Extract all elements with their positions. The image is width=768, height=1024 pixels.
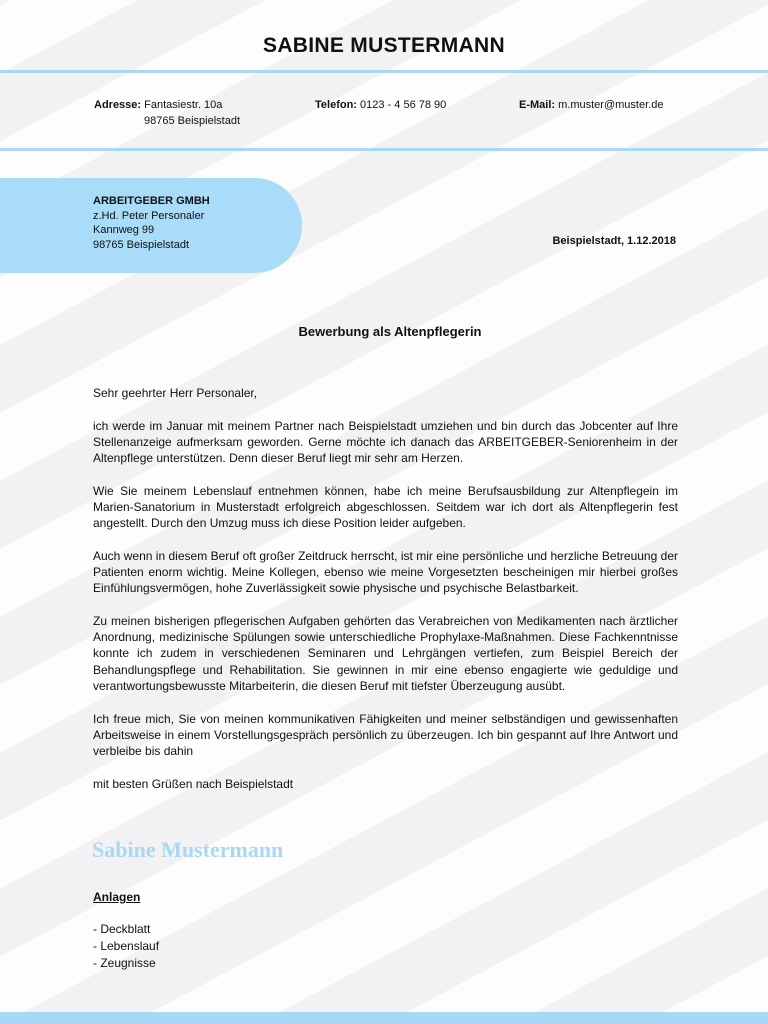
header-divider-bottom xyxy=(0,148,768,151)
address-street: Fantasiestr. 10a xyxy=(144,99,223,111)
recipient-street: Kannweg 99 xyxy=(93,224,155,236)
body-paragraph-1: ich werde im Januar mit meinem Partner nach Beispielstadt umziehen und bin durch das Jobcenter auf Ihre Stellenanzeige aufmerksam geworden. Gerne möchte ich danach das ARBEITGEBER-Seniorenheim in der Altenpflege unterstützen. Denn dieser Beruf liegt mir sehr am Herzen. xyxy=(93,418,678,466)
phone-value: 0123 - 4 56 78 90 xyxy=(360,99,447,111)
address-city: 98765 Beispielstadt xyxy=(144,115,241,127)
body-paragraph-5: Ich freue mich, Sie von meinen kommunikativen Fähigkeiten und meiner selbständigen und gewissenhaften Arbeitsweise in einem Vorstellungsgespräch persönlich zu überzeugen. Ich bin gespannt auf Ihre Antwort und verbleibe bis dahin xyxy=(93,711,678,758)
email-value: m.muster@muster.de xyxy=(558,99,664,111)
letter-body xyxy=(93,385,678,808)
attachments-list xyxy=(93,921,159,972)
body-paragraph-3: Auch wenn in diesem Beruf oft großer Zeitdruck herrscht, ist mir eine persönliche und herzliche Betreuung der Patienten enorm wichtig. Meine Kollegen, ebenso wie meine Vorgesetzten bescheinigen mir hierbei großes Einfühlungsvermögen, hohe Zuverlässigkeit sowie physische und psychische Belastbarkeit. xyxy=(93,548,678,596)
attachment-item: - Zeugnisse xyxy=(93,956,156,970)
attachment-item: - Lebenslauf xyxy=(93,939,160,953)
closing: mit besten Grüßen nach Beispielstadt xyxy=(93,776,294,791)
email-label: E-Mail: xyxy=(519,99,556,111)
contact-email xyxy=(519,97,663,113)
attachment-item: - Deckblatt xyxy=(93,922,151,936)
phone-label: Telefon: xyxy=(315,99,357,111)
sender-name-heading: SABINE MUSTERMANN xyxy=(263,34,505,57)
recipient-city: 98765 Beispielstadt xyxy=(93,238,190,251)
contact-address xyxy=(94,97,240,129)
address-label: Adresse: xyxy=(94,99,142,111)
footer-bar xyxy=(0,1012,768,1024)
contact-phone xyxy=(315,97,446,113)
attachments-title: Anlagen xyxy=(93,890,141,904)
recipient-company: ARBEITGEBER GMBH xyxy=(93,195,210,207)
letter-subject: Bewerbung als Altenpflegerin xyxy=(298,324,482,339)
signature: Sabine Mustermann xyxy=(92,837,284,862)
recipient-attention: z.Hd. Peter Personaler xyxy=(93,209,205,222)
salutation: Sehr geehrter Herr Personaler, xyxy=(93,386,258,400)
recipient-address xyxy=(93,194,210,252)
letter-date: Beispielstadt, 1.12.2018 xyxy=(552,235,676,247)
body-paragraph-4: Zu meinen bisherigen pflegerischen Aufgaben gehörten das Verabreichen von Medikamenten nach ärztlicher Anordnung, medizinische Spülungen sowie unterschiedliche Prophylaxe-Maßnahmen. Diese Fachkenntnisse konnte ich zudem in verschiedenen Seminaren und Lehrgängen vertiefen, zum Beispiel Bereich der Behandlungspflege und Rehabilitation. Sie gewinnen in mir eine ebenso engagierte wie geduldige und verantwortungsbewusste Mitarbeiterin, die diesen Beruf mit tiefster Überzeugung ausübt. xyxy=(93,614,678,693)
header-divider-top xyxy=(0,70,768,73)
body-paragraph-2: Wie Sie meinem Lebenslauf entnehmen können, habe ich meine Berufsausbildung zur Altenpflegein im Marien-Sanatorium in Musterstadt erfolgreich abgeschlossen. Seitdem war ich dort als Altenpflegerin fest angestellt. Durch den Umzug muss ich diese Position leider aufgeben. xyxy=(93,483,678,531)
